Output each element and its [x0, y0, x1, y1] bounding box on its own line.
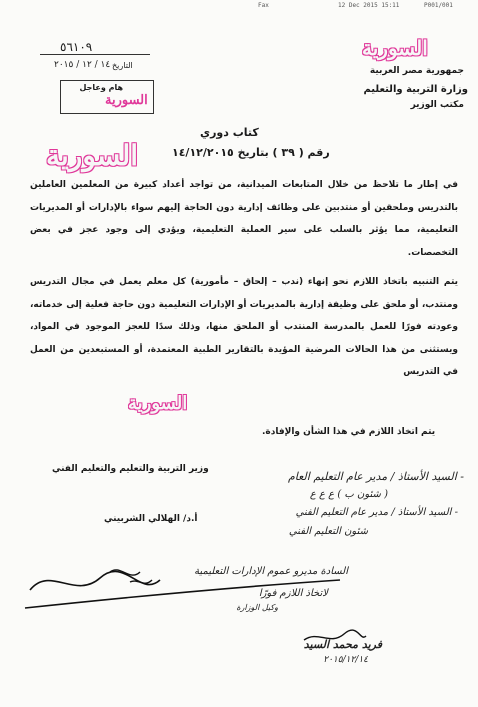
urgent-label: هام وعاجل	[79, 83, 123, 92]
divider	[40, 54, 150, 55]
body-paragraph-1: في إطار ما تلاحظ من خلال المتابعات الميدانية، من تواجد أعداد كبيرة من المعلمين العاملين بالتدريس وملحقين أو منتدبين على وظائف إدارية دون الحاجة إليهم سواء بالإدارات أو المديريات التعليمية، مما يؤثر بالسلب على سير العملية التعليمية، ويؤدي إلى وجود عجز في بعض التخصصات.	[30, 180, 458, 258]
handwritten-line-1: - السيد الأستاذ / مدير عام التعليم العام	[287, 470, 464, 483]
handwritten-signer: فريد محمد السيد	[303, 638, 382, 651]
watermark-stamp: السورية	[105, 93, 148, 108]
handwritten-date: ٢٠١٥/١٢/١٤	[323, 655, 368, 665]
reference-date-label: التاريخ	[112, 61, 133, 70]
handwritten-line-5: السادة مديرو عموم الإدارات التعليمية	[194, 566, 348, 577]
fax-label: Fax	[258, 2, 269, 9]
watermark-mid: السورية	[128, 393, 188, 414]
handwritten-line-3: - السيد الأستاذ / مدير عام التعليم الفني	[295, 507, 458, 518]
letter-title: كتاب دوري	[200, 126, 259, 139]
sender-ministry: وزارة التربية والتعليم	[363, 84, 468, 95]
fax-date: 12 Dec 2015 15:11	[338, 2, 400, 9]
letter-number-line: رقم ( ٣٩ ) بتاريخ ١٤/١٢/٢٠١٥	[172, 146, 330, 159]
signature-title: وزير التربية والتعليم والتعليم الفني	[52, 464, 209, 474]
signature-scribble	[20, 560, 350, 620]
handwritten-line-4: شئون التعليم الفني	[288, 526, 368, 537]
handwritten-line-2: ( شئون ب ) ع ع ع	[309, 489, 388, 500]
reference-number: ٥٦١٠٩	[60, 40, 93, 54]
handwritten-line-7: وكيل الوزارة	[236, 603, 278, 612]
urgent-stamp	[60, 80, 154, 114]
watermark-logo: السورية	[362, 36, 428, 60]
reference-date: ١٤ / ١٢ / ٢٠١٥	[54, 60, 111, 70]
handwritten-line-6: لاتخاذ اللازم فورًا	[258, 588, 328, 599]
scribble-stroke-1	[30, 571, 160, 590]
body-paragraph-2: يتم التنبيه باتخاذ اللازم نحو إنهاء (ندب – إلحاق – مأمورية) كل معلم يعمل في مجال التدريس ومنتدب، أو ملحق على وظيفة إدارية بالمديريات أو الإدارات التعليمية دون حاجة فعلية إلى خدماته، وعودته فورًا للعمل بالمدرسة المنتدب أو الملحق منها، وذلك سدًا للعجز الموجود في المواد، ويستثنى من هذا الحالات المرضية المؤيدة بالتقارير الطبية المعتمدة، أو المستبعدين من العمل في التدريس	[30, 277, 458, 377]
sender-country: جمهورية مصر العربية	[369, 66, 464, 76]
fax-page: P001/001	[424, 2, 453, 9]
watermark-large: السورية	[46, 139, 139, 172]
closing-line: يتم اتخاذ اللازم في هذا الشأن والإفادة.	[262, 427, 436, 437]
sender-office: مكتب الوزير	[410, 100, 464, 110]
signature-name: أ.د/ الهلالي الشربيني	[104, 514, 198, 524]
